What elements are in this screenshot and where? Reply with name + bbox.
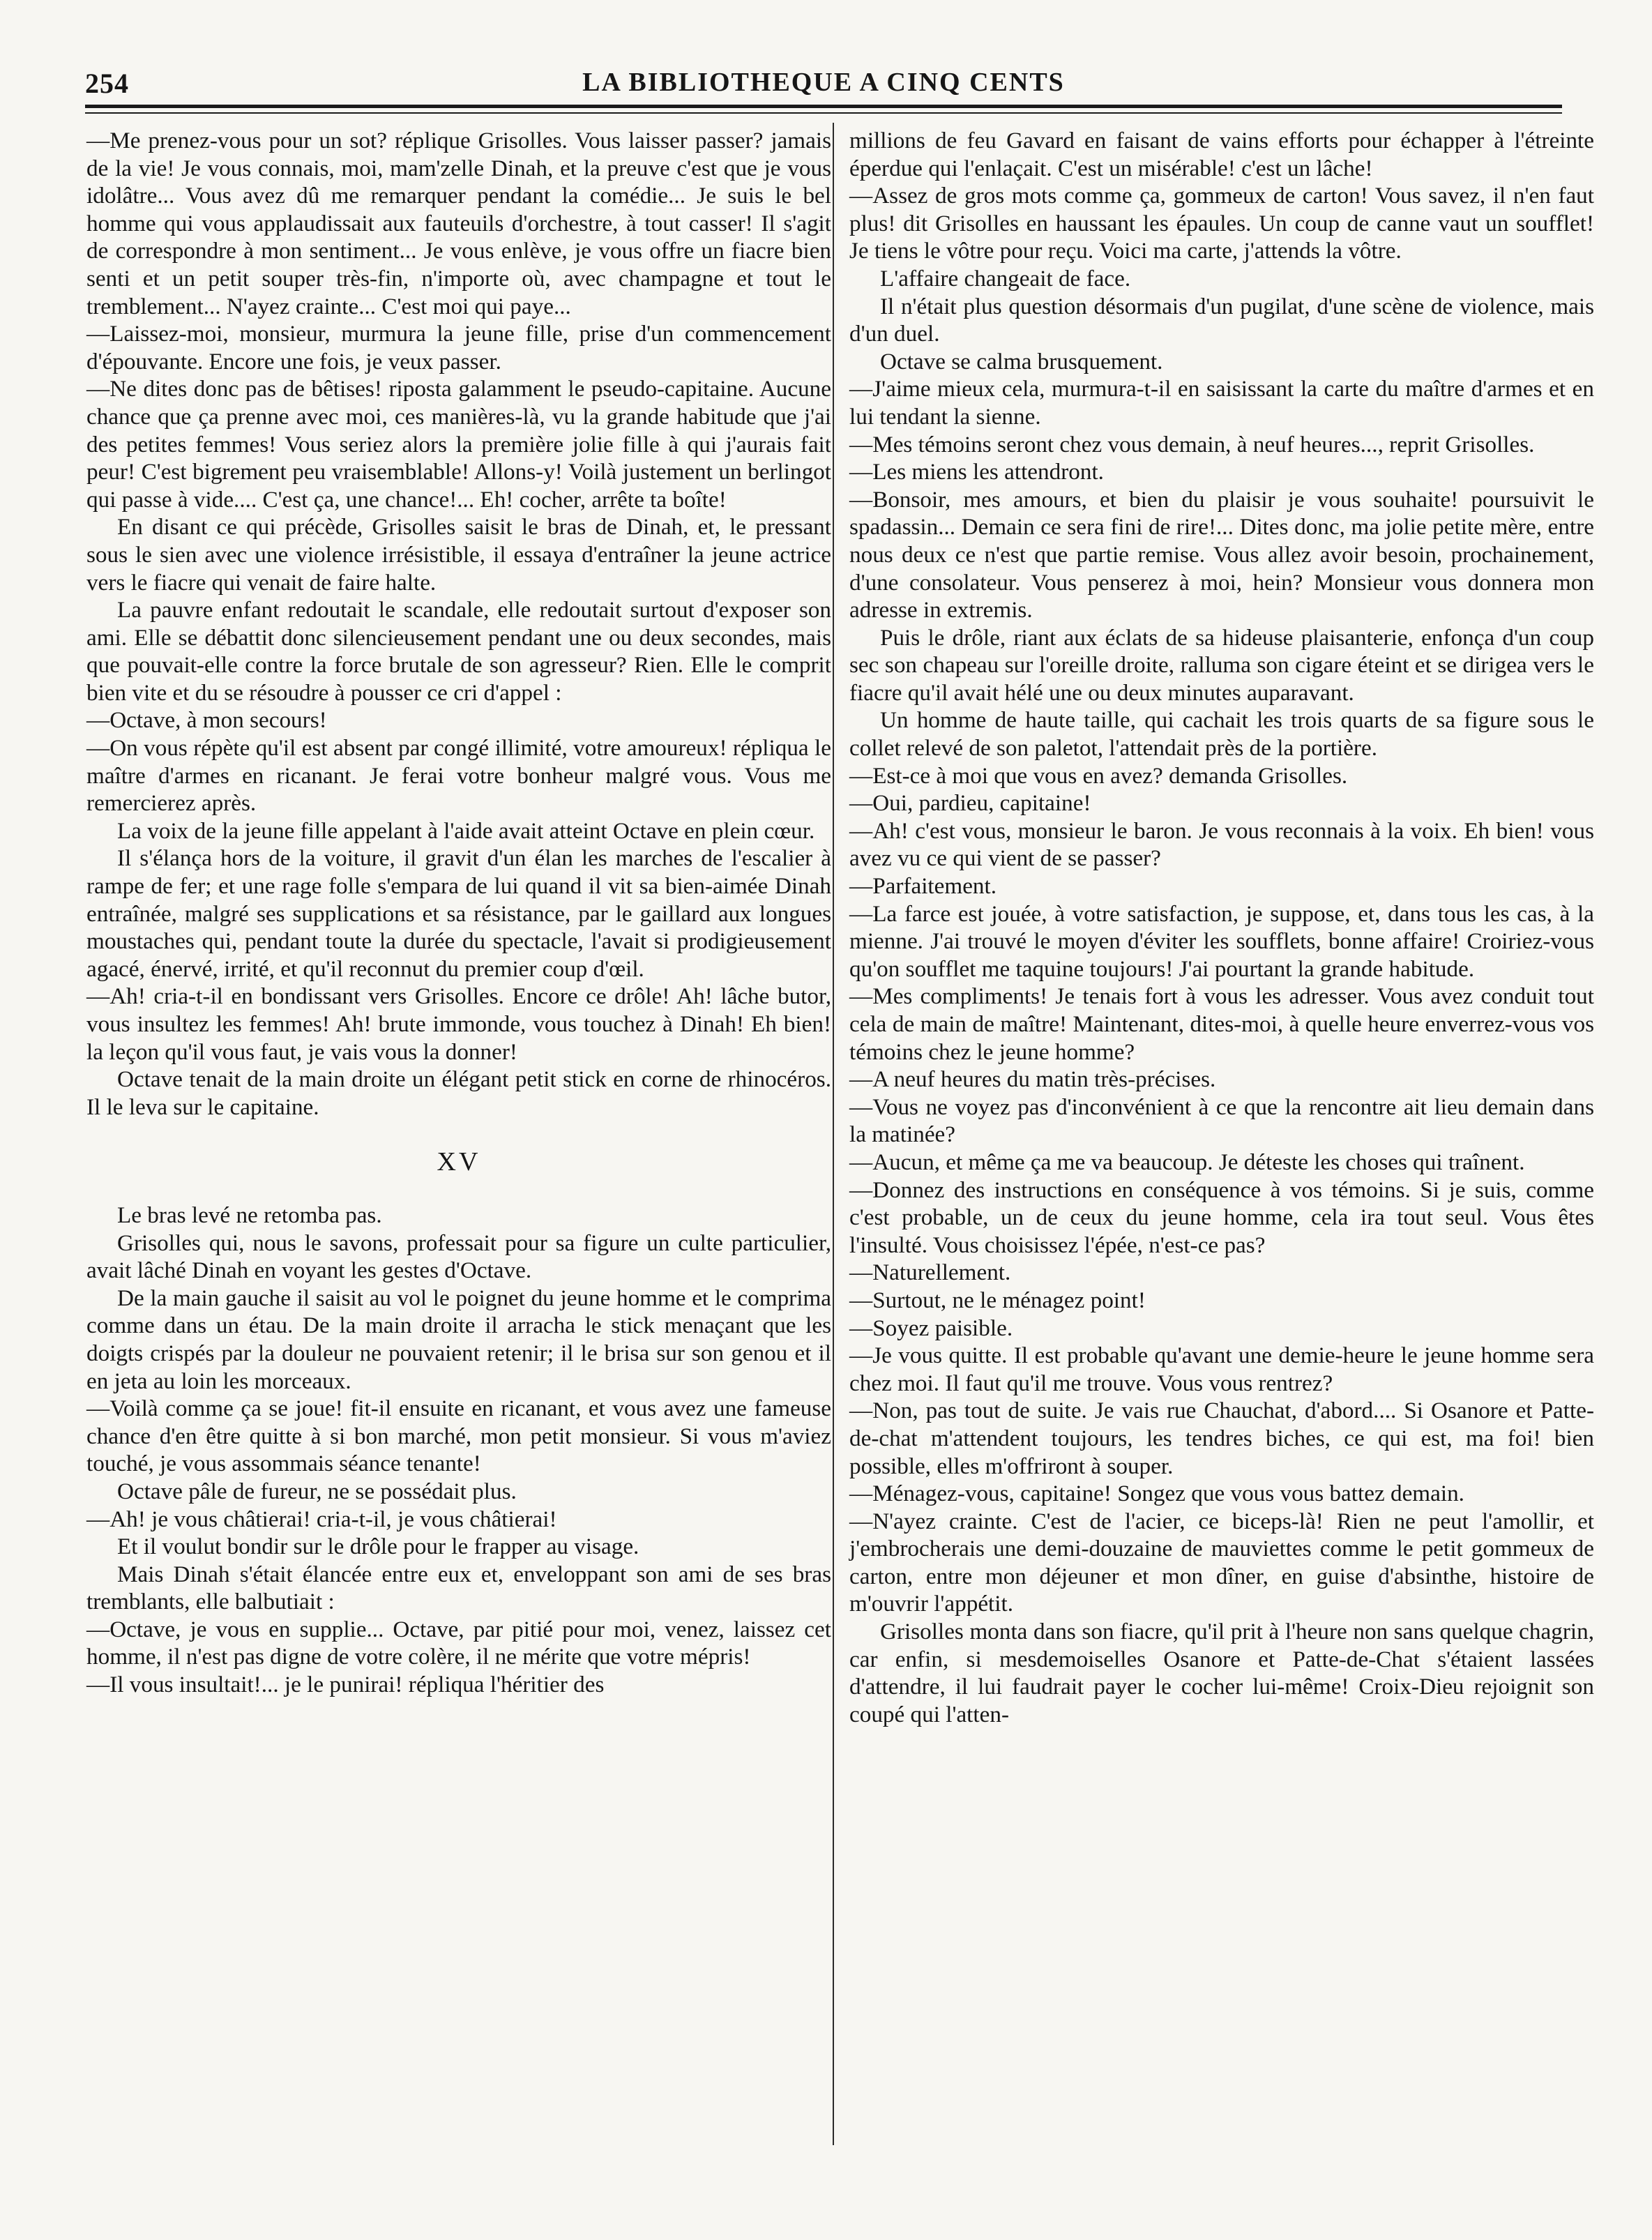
paragraph: —Voilà comme ça se joue! fit-il ensuite en ricanant, et vous avez une fameuse chance d'en être quitte à si bon marché, mon petit monsieur. Si vous m'aviez touché, je vous assommais séance tenante! (86, 1395, 831, 1477)
paragraph: La pauvre enfant redoutait le scandale, elle redoutait surtout d'exposer son ami. Elle se débattit donc silencieusement pendant une ou deux secondes, mais que pouvait-elle contre la force brutale de son agresseur? Rien. Elle le comprit bien vite et du se résoudre à pousser ce cri d'appel : (86, 597, 831, 706)
paragraph: L'affaire changeait de face. (880, 265, 1131, 292)
page-number: 254 (85, 68, 129, 99)
paragraph: Puis le drôle, riant aux éclats de sa hideuse plaisanterie, enfonça d'un coup sec son chapeau sur l'oreille droite, ralluma son cigare éteint et se dirigea vers le fiacre qu'il avait hélé une ou deux minutes auparavant. (849, 624, 1594, 706)
running-title: LA BIBLIOTHEQUE A CINQ CENTS (582, 68, 1065, 97)
paragraph: —Ah! cria-t-il en bondissant vers Grisolles. Encore ce drôle! Ah! lâche butor, vous insultez les femmes! Ah! brute immonde, vous touchez à Dinah! Eh bien! la leçon qu'il vous faut, je vais vous la donner! (86, 983, 831, 1065)
paragraph: De la main gauche il saisit au vol le poignet du jeune homme et le comprima comme dans un étau. De la main droite il arracha le stick menaçant que les doigts crispés par la douleur ne pouvaient retenir; il le brisa sur son genou et il en jeta au loin les morceaux. (86, 1285, 831, 1394)
right-column (849, 127, 1594, 1728)
paragraph: Le bras levé ne retomba pas. (117, 1202, 382, 1228)
paragraph: —A neuf heures du matin très-précises. (849, 1066, 1216, 1093)
paragraph: —On vous répète qu'il est absent par congé illimité, votre amoureux! répliqua le maître d'armes en ricanant. Je ferai votre bonheur malgré vous. Vous me remercierez après. (86, 735, 831, 817)
chapter-heading: XV (437, 1147, 481, 1177)
paragraph: —Ne dites donc pas de bêtises! riposta galamment le pseudo-capitaine. Aucune chance que ça prenne avec moi, ces manières-là, vu la grande habitude que j'ai des petites femmes! Vous seriez alors la première jolie fille à qui j'aurais fait peur! C'est bigrement peu vraisemblable! Allons-y! Voilà justement un berlingot qui passe à vide.... C'est ça, une chance!... Eh! cocher, arrête ta boîte! (86, 376, 831, 513)
paragraph: —Me prenez-vous pour un sot? réplique Grisolles. Vous laisser passer? jamais de la vie! Je vous connais, moi, mam'zelle Dinah, et la preuve c'est que je vous idolâtre... Vous avez dû me remarquer pendant la comédie... Je suis le bel homme qui vous applaudissait aux fauteuils d'orchestre, à tout casser! Il s'agit de correspondre à mon sentiment... Je vous enlève, je vous offre un fiacre bien senti et un petit souper très-fin, n'importe où, avec champagne et tout le tremblement... N'ayez crainte... C'est moi qui paye... (86, 128, 831, 319)
paragraph: —Mes témoins seront chez vous demain, à neuf heures..., reprit Grisolles. (849, 431, 1535, 457)
paragraph: —Ah! c'est vous, monsieur le baron. Je vous reconnais à la voix. Eh bien! vous avez vu ce qui vient de se passer? (849, 817, 1594, 872)
header-rule-thin (85, 112, 1562, 114)
paragraph: —Assez de gros mots comme ça, gommeux de carton! Vous savez, il n'en faut plus! dit Grisolles en haussant les épaules. Un coup de canne vaut un soufflet! Je tiens le vôtre pour reçu. Voici ma carte, j'attends la vôtre. (849, 183, 1594, 264)
paragraph: Il s'élança hors de la voiture, il gravit d'un élan les marches de l'escalier à rampe de fer; et une rage folle s'empara de lui quand il vit sa bien-aimée Dinah entraînée, malgré ses supplications et sa résistance, par le gaillard aux longues moustaches qui, pendant toute la durée du spectacle, l'avait si prodigieusement agacé, énervé, irrité, et qu'il reconnut du premier coup d'œil. (86, 845, 831, 982)
paragraph: —Octave, à mon secours! (86, 707, 327, 734)
paragraph: —Il vous insultait!... je le punirai! répliqua l'héritier des (86, 1672, 605, 1698)
paragraph: La voix de la jeune fille appelant à l'aide avait atteint Octave en plein cœur. (117, 817, 815, 844)
paragraph: —N'ayez crainte. C'est de l'acier, ce biceps-là! Rien ne peut l'amollir, et j'embrocherais une demi-douzaine de mauviettes comme le petit gommeux de carton, entre mon déjeuner et mon dîner, en guise d'absinthe, histoire de m'ouvrir l'appétit. (849, 1508, 1594, 1617)
paragraph: Mais Dinah s'était élancée entre eux et, enveloppant son ami de ses bras tremblants, elle balbutiait : (86, 1561, 831, 1615)
paragraph: —Soyez paisible. (849, 1315, 1013, 1341)
paragraph: —Bonsoir, mes amours, et bien du plaisir je vous souhaite! poursuivit le spadassin... Demain ce sera fini de rire!... Dites donc, ma jolie petite mère, entre nous deux ce n'est que partie remise. Vous allez avoir besoin, prochainement, d'une consolateur. Vous penserez à moi, hein? Monsieur vous donnera mon adresse in extremis. (849, 486, 1594, 623)
paragraph: —Parfaitement. (849, 873, 997, 900)
paragraph: —Ménagez-vous, capitaine! Songez que vous vous battez demain. (849, 1481, 1464, 1507)
paragraph: —Donnez des instructions en conséquence à vos témoins. Si je suis, comme c'est probable, un de ceux du jeune homme, cela ira tout seul. Vous êtes l'insulté. Vous choisissez l'épée, n'est-ce pas? (849, 1176, 1594, 1258)
paragraph: —Oui, pardieu, capitaine! (849, 790, 1091, 817)
paragraph: —Les miens les attendront. (849, 459, 1104, 485)
paragraph-continuation: millions de feu Gavard en faisant de vains efforts pour échapper à l'étreinte éperdue qui l'enlaçait. C'est un misérable! c'est un lâche! (849, 128, 1594, 181)
paragraph: Il n'était plus question désormais d'un pugilat, d'une scène de violence, mais d'un duel. (849, 293, 1594, 347)
paragraph: —La farce est jouée, à votre satisfaction, je suppose, et, dans tous les cas, à la mienne. J'ai trouvé le moyen d'éviter les soufflets, bonne affaire! Croiriez-vous qu'on soufflet me taquine toujours! J'ai pourtant la grande habitude. (849, 900, 1594, 982)
paragraph: —Octave, je vous en supplie... Octave, par pitié pour moi, venez, laissez cet homme, il n'est pas digne de votre colère, il ne mérite que votre mépris! (86, 1616, 831, 1670)
paragraph: —Je vous quitte. Il est probable qu'avant une demie-heure le jeune homme sera chez moi. Il faut qu'il me trouve. Vous vous rentrez? (849, 1342, 1594, 1396)
paragraph: —Mes compliments! Je tenais fort à vous les adresser. Vous avez conduit tout cela de main de maître! Maintenant, dites-moi, à quelle heure enverrez-vous vos témoins chez le jeune homme? (849, 983, 1594, 1065)
header-rule-thick (85, 105, 1562, 108)
paragraph: Et il voulut bondir sur le drôle pour le frapper au visage. (117, 1534, 639, 1560)
paragraph: —Naturellement. (849, 1259, 1011, 1286)
paragraph: Octave tenait de la main droite un élégant petit stick en corne de rhinocéros. Il le leva sur le capitaine. (86, 1066, 831, 1120)
paragraph: Octave se calma brusquement. (880, 348, 1163, 374)
column-divider (833, 123, 834, 2145)
paragraph: —J'aime mieux cela, murmura-t-il en saisissant la carte du maître d'armes et en lui tendant la sienne. (849, 376, 1594, 430)
paragraph: Octave pâle de fureur, ne se possédait plus. (117, 1478, 517, 1504)
paragraph: Grisolles monta dans son fiacre, qu'il prit à l'heure non sans quelque chagrin, car enfin, si mesdemoiselles Osanore et Patte-de-Chat s'étaient lassées d'attendre, il lui faudrait payer le cocher lui-même! Croix-Dieu rejoignit son coupé qui l'atten- (849, 1619, 1594, 1727)
paragraph: —Aucun, et même ça me va beaucoup. Je déteste les choses qui traînent. (849, 1149, 1525, 1175)
paragraph: —Non, pas tout de suite. Je vais rue Chauchat, d'abord.... Si Osanore et Patte-de-chat m'attendent toujours, les tendres biches, ce qui est, ma foi! bien possible, elles m'offriront à souper. (849, 1398, 1594, 1479)
page-header (85, 67, 1562, 103)
paragraph: —Laissez-moi, monsieur, murmura la jeune fille, prise d'un commencement d'épouvante. Encore une fois, je veux passer. (86, 321, 831, 374)
paragraph: —Vous ne voyez pas d'inconvénient à ce que la rencontre ait lieu demain dans la matinée? (849, 1093, 1594, 1148)
paragraph: —Ah! je vous châtierai! cria-t-il, je vous châtierai! (86, 1506, 557, 1532)
left-column (86, 127, 831, 1699)
paragraph: —Est-ce à moi que vous en avez? demanda Grisolles. (849, 762, 1348, 789)
paragraph: —Surtout, ne le ménagez point! (849, 1287, 1146, 1313)
paragraph: En disant ce qui précède, Grisolles saisit le bras de Dinah, et, le pressant sous le sien avec une violence irrésistible, il essaya d'entraîner la jeune actrice vers le fiacre qui venait de faire halte. (86, 514, 831, 596)
paragraph: Un homme de haute taille, qui cachait les trois quarts de sa figure sous le collet relevé de son paletot, l'attendait près de la portière. (849, 707, 1594, 762)
paragraph: Grisolles qui, nous le savons, professait pour sa figure un culte particulier, avait lâché Dinah en voyant les gestes d'Octave. (86, 1229, 831, 1284)
